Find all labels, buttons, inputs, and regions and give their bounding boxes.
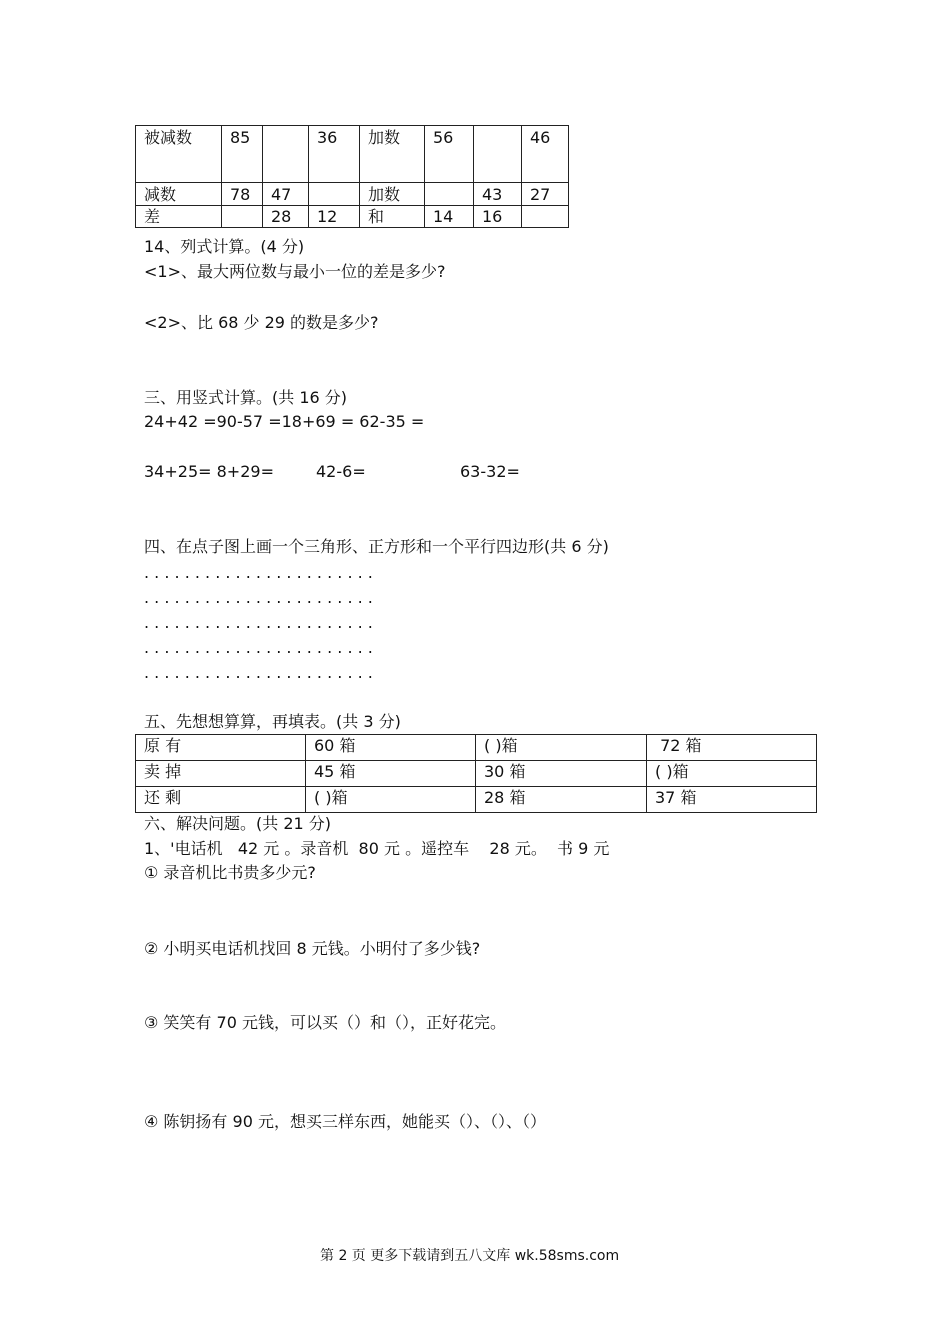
table-cell: 47 [263, 183, 309, 206]
table-row [136, 735, 817, 761]
section3-title: 三、用竖式计算。(共 16 分) [144, 388, 348, 407]
section3-line1: 24+42 =90-57 =18+69 = 62-35 = [144, 412, 425, 431]
q14-part1: <1>、最大两位数与最小一位的差是多少? [144, 262, 446, 281]
dot-row: . . . . . . . . . . . . . . . . . . . . . . . [144, 638, 373, 657]
boxes-table [135, 734, 817, 813]
section6-q1-c: ③ 笑笑有 70 元钱，可以买（）和（），正好花完。 [144, 1013, 506, 1032]
section6-title: 六、解决问题。(共 21 分) [144, 814, 332, 833]
table-cell: 36 [309, 126, 360, 183]
table-cell: 差 [136, 206, 222, 228]
table-cell: 72 箱 [647, 735, 817, 761]
table-row [136, 126, 569, 183]
q14-part2: <2>、比 68 少 29 的数是多少? [144, 313, 379, 332]
table-cell: 46 [522, 126, 569, 183]
table-cell [309, 183, 360, 206]
table-cell: 78 [222, 183, 263, 206]
section4-title: 四、在点子图上画一个三角形、正方形和一个平行四边形(共 6 分) [144, 537, 609, 556]
table-cell: 被减数 [136, 126, 222, 183]
section3-line2-b: 42-6= [316, 462, 366, 481]
table-cell [474, 126, 522, 183]
table-cell: ( )箱 [306, 787, 476, 813]
table-cell: 30 箱 [476, 761, 647, 787]
table-row [136, 787, 817, 813]
section6-q1-a: ① 录音机比书贵多少元? [144, 863, 316, 882]
table-cell: 16 [474, 206, 522, 228]
table-cell: 45 箱 [306, 761, 476, 787]
table-cell: 原 有 [136, 735, 306, 761]
section6-q1-d: ④ 陈钥扬有 90 元，想买三样东西，她能买（）、（）、（） [144, 1112, 546, 1131]
table-cell: 加数 [360, 126, 425, 183]
table-cell [425, 183, 474, 206]
subtraction-addition-table [135, 125, 569, 228]
table-cell: 43 [474, 183, 522, 206]
table-row [136, 206, 569, 228]
table-cell: 12 [309, 206, 360, 228]
section6-q1-b: ② 小明买电话机找回 8 元钱。小明付了多少钱? [144, 939, 481, 958]
table-cell: 28 箱 [476, 787, 647, 813]
table-cell: 60 箱 [306, 735, 476, 761]
table-cell: 加数 [360, 183, 425, 206]
dot-row: . . . . . . . . . . . . . . . . . . . . . . . [144, 563, 373, 582]
section3-line2-a: 34+25= 8+29= [144, 462, 274, 481]
table-row [136, 183, 569, 206]
table-cell: 27 [522, 183, 569, 206]
table-cell [263, 126, 309, 183]
dot-row: . . . . . . . . . . . . . . . . . . . . . . . [144, 663, 373, 682]
table-cell: ( )箱 [476, 735, 647, 761]
table-cell: 28 [263, 206, 309, 228]
table-cell: 卖 掉 [136, 761, 306, 787]
table-cell: 和 [360, 206, 425, 228]
table-cell: 85 [222, 126, 263, 183]
table-cell: 还 剩 [136, 787, 306, 813]
table-cell: 减数 [136, 183, 222, 206]
table-cell: ( )箱 [647, 761, 817, 787]
table-cell: 37 箱 [647, 787, 817, 813]
table-cell [522, 206, 569, 228]
page-footer: 第 2 页 更多下载请到五八文库 wk.58sms.com [320, 1248, 620, 1264]
dot-row: . . . . . . . . . . . . . . . . . . . . . . . [144, 588, 373, 607]
table-cell: 56 [425, 126, 474, 183]
table-cell: 14 [425, 206, 474, 228]
section3-line2-c: 63-32= [460, 462, 520, 481]
table-row [136, 761, 817, 787]
dot-row: . . . . . . . . . . . . . . . . . . . . . . . [144, 613, 373, 632]
q14-title: 14、列式计算。(4 分) [144, 237, 305, 256]
table-cell [222, 206, 263, 228]
section6-q1-prices: 1、'电话机 42 元 。录音机 80 元 。遥控车 28 元。 书 9 元 [144, 839, 610, 858]
section5-title: 五、先想想算算，再填表。(共 3 分) [144, 712, 401, 731]
